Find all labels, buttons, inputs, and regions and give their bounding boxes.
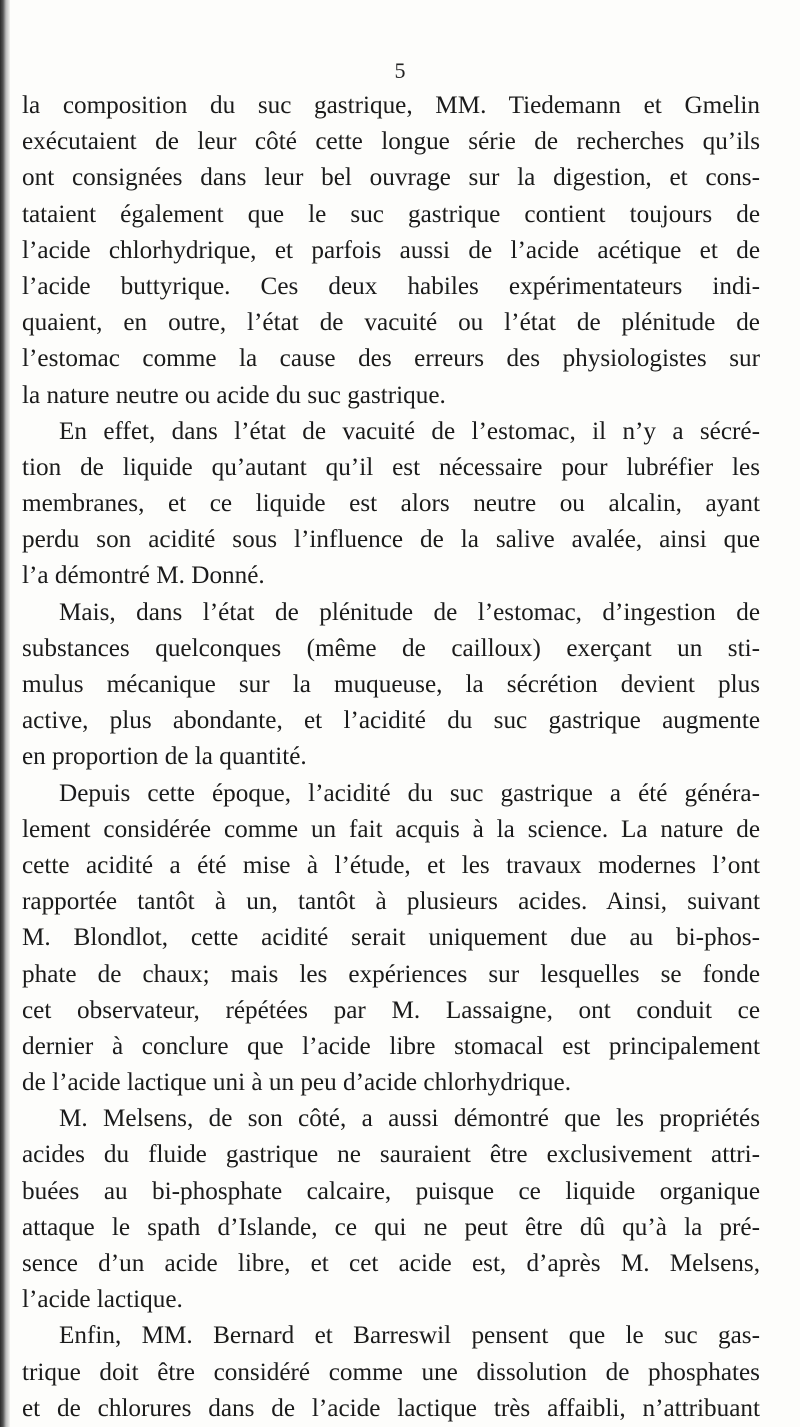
text-line: M. Melsens, de son côté, a aussi démontré que les propriétés — [59, 1105, 760, 1133]
text-line: acides du fluide gastrique ne sauraient être exclusivement attri- — [22, 1141, 760, 1169]
text-line: cet observateur, répétées par M. Lassaigne, ont conduit ce — [22, 996, 760, 1024]
text-line: perdu son acidité sous l’influence de la salive avalée, ainsi que — [22, 526, 760, 554]
text-line: la composition du suc gastrique, MM. Tiedemann et Gmelin — [22, 92, 760, 119]
text-line: En effet, dans l’état de vacuité de l’estomac, il n’y a sécré- — [59, 417, 760, 445]
text-line: l’acide chlorhydrique, et parfois aussi de l’acide acétique et de — [22, 236, 760, 264]
paragraph — [22, 1318, 760, 1427]
paragraph — [22, 1101, 760, 1318]
paragraph — [22, 595, 760, 776]
text-line: Depuis cette époque, l’acidité du suc gastrique a été généra- — [59, 779, 760, 807]
text-line: quaient, en outre, l’état de vacuité ou l’état de plénitude de — [22, 309, 760, 337]
page-number: 5 — [394, 58, 406, 83]
text-line: rapportée tantôt à un, tantôt à plusieurs acides. Ainsi, suivant — [22, 888, 760, 916]
text-line: de l’acide lactique uni à un peu d’acide chlorhydrique. — [22, 1069, 571, 1097]
text-line: M. Blondlot, cette acidité serait uniquement due au bi-phos- — [22, 924, 760, 952]
text-line: sence d’un acide libre, et cet acide est, d’après M. Melsens, — [22, 1250, 760, 1277]
text-line: dernier à conclure que l’acide libre stomacal est principalement — [22, 1032, 760, 1060]
text-line: mulus mécanique sur la muqueuse, la sécrétion devient plus — [22, 671, 760, 698]
paragraph — [22, 414, 760, 595]
text-line: membranes, et ce liquide est alors neutre ou alcalin, ayant — [22, 490, 760, 518]
text-line: l’acide buttyrique. Ces deux habiles expérimentateurs indi- — [22, 272, 760, 300]
paragraph — [22, 776, 760, 1102]
text-line: substances quelconques (même de cailloux) exerçant un sti- — [22, 634, 760, 662]
text-line: en proportion de la quantité. — [22, 743, 307, 771]
paragraph — [22, 88, 760, 414]
text-line: phate de chaux; mais les expériences sur lesquelles se fonde — [22, 960, 760, 988]
text-line: attaque le spath d’Islande, ce qui ne peut être dû qu’à la pré- — [22, 1213, 760, 1241]
text-line: et de chlorures dans de l’acide lactique très affaibli, n’attribuant — [22, 1394, 760, 1422]
text-line: tion de liquide qu’autant qu’il est nécessaire pour lubréfier les — [22, 453, 760, 481]
text-line: l’acide lactique. — [22, 1286, 183, 1314]
text-line: active, plus abondante, et l’acidité du suc gastrique augmente — [22, 707, 760, 735]
text-line: cette acidité a été mise à l’étude, et les travaux modernes l’ont — [22, 851, 760, 879]
binding-edge — [0, 0, 10, 1427]
text-line: l’estomac comme la cause des erreurs des physiologistes sur — [22, 345, 760, 373]
text-line: tataient également que le suc gastrique contient toujours de — [22, 200, 760, 228]
body-text — [22, 88, 760, 1427]
text-line: lement considérée comme un fait acquis à la science. La nature de — [22, 815, 760, 843]
text-line: Enfin, MM. Bernard et Barreswil pensent que le suc gas- — [59, 1322, 760, 1350]
text-line: l’a démontré M. Donné. — [22, 562, 265, 590]
text-line: la nature neutre ou acide du suc gastrique. — [22, 381, 446, 409]
text-line: trique doit être considéré comme une dissolution de phosphates — [22, 1358, 760, 1386]
text-line: buées au bi-phosphate calcaire, puisque ce liquide organique — [22, 1177, 760, 1205]
text-line: ont consignées dans leur bel ouvrage sur la digestion, et cons- — [22, 164, 760, 192]
text-line: Mais, dans l’état de plénitude de l’estomac, d’ingestion de — [59, 598, 760, 626]
text-line: exécutaient de leur côté cette longue série de recherches qu’ils — [22, 128, 760, 156]
